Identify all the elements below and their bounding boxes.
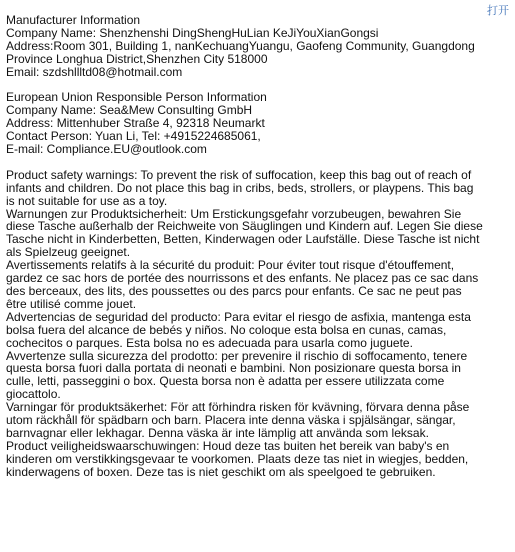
eu-rep-contact: Contact Person: Yuan Li, Tel: +4915224685061, [6, 129, 261, 144]
warning-german: Warnungen zur Produktsicherheit: Um Erstickungsgefahr vorzubeugen, bewahren Sie diese Tasche außerhalb der Reichweite von Säuglingen und Kindern auf. Legen Sie diese Tasche nicht in Kinderbetten, Betten, Kinderwagen oder Laufställe. Diese Tasche ist nicht als Spielzeug geeignet. [6, 206, 483, 260]
safety-warnings-section [6, 169, 484, 479]
eu-rep-heading: European Union Responsible Person Information [6, 90, 267, 105]
warning-english: Product safety warnings: To prevent the risk of suffocation, keep this bag out of reach of infants and children. Do not place this bag in cribs, beds, strollers, or playpens. This bag is not suitable for use as a toy. [6, 167, 474, 208]
manufacturer-email: Email: szdshllltd08@hotmail.com [6, 64, 183, 79]
manufacturer-section [6, 14, 484, 79]
eu-rep-company: Company Name: Sea&Mew Consulting GmbH [6, 103, 253, 118]
product-info-document [6, 14, 484, 479]
warning-swedish: Varningar för produktsäkerhet: För att förhindra risken för kvävning, förvara denna påse utom räckhåll för spädbarn och barn. Placera inte denna väska i spjälsängar, sängar, barnvagnar eller lekhagar. Denna väska är inte lämplig att använda som leksak. [6, 400, 470, 440]
open-link[interactable]: 打开 [487, 4, 509, 17]
manufacturer-address: Address:Room 301, Building 1, nanKechuangYuangu, Gaofeng Community, Guangdong Province Longhua District,Shenzhen City 518000 [6, 38, 475, 66]
manufacturer-heading: Manufacturer Information [6, 13, 141, 27]
eu-responsible-person-section [6, 91, 484, 156]
manufacturer-company: Company Name: Shenzhenshi DingShengHuLian KeJiYouXianGongsi [6, 25, 379, 40]
warning-spanish: Advertencias de seguridad del producto: Para evitar el riesgo de asfixia, mantenga esta bolsa fuera del alcance de bebés y niños. No coloque esta bolsa en cunas, camas, cochecitos o parques. Esta bolsa no es adecuada para usarla como juguete. [6, 309, 471, 350]
warning-italian: Avvertenze sulla sicurezza del prodotto: per prevenire il rischio di soffocamento, tenere questa borsa fuori dalla portata di neonati e bambini. Non posizionare questa borsa in culle, letti, passeggini o box. Questa borsa non è adatta per essere utilizzata come giocattolo. [6, 348, 468, 402]
warning-french: Avertissements relatifs à la sécurité du produit: Pour éviter tout risque d'étouffement, gardez ce sac hors de portée des nourrissons et des enfants. Ne placez pas ce sac dans des berceaux, des lits, des poussettes ou des parcs pour enfants. Ce sac ne peut pas être utilisé comme jouet. [6, 258, 479, 311]
warning-dutch: Product veiligheidswaarschuwingen: Houd deze tas buiten het bereik van baby's en kinderen om verstikkingsgevaar te voorkomen. Plaats deze tas niet in wiegjes, bedden, kinderwagens of boxen. Deze tas is niet geschikt om als speelgoed te gebruiken. [6, 438, 469, 479]
eu-rep-address: Address: Mittenhuber Straße 4, 92318 Neumarkt [6, 116, 265, 131]
eu-rep-email: E-mail: Compliance.EU@outlook.com [6, 142, 207, 157]
